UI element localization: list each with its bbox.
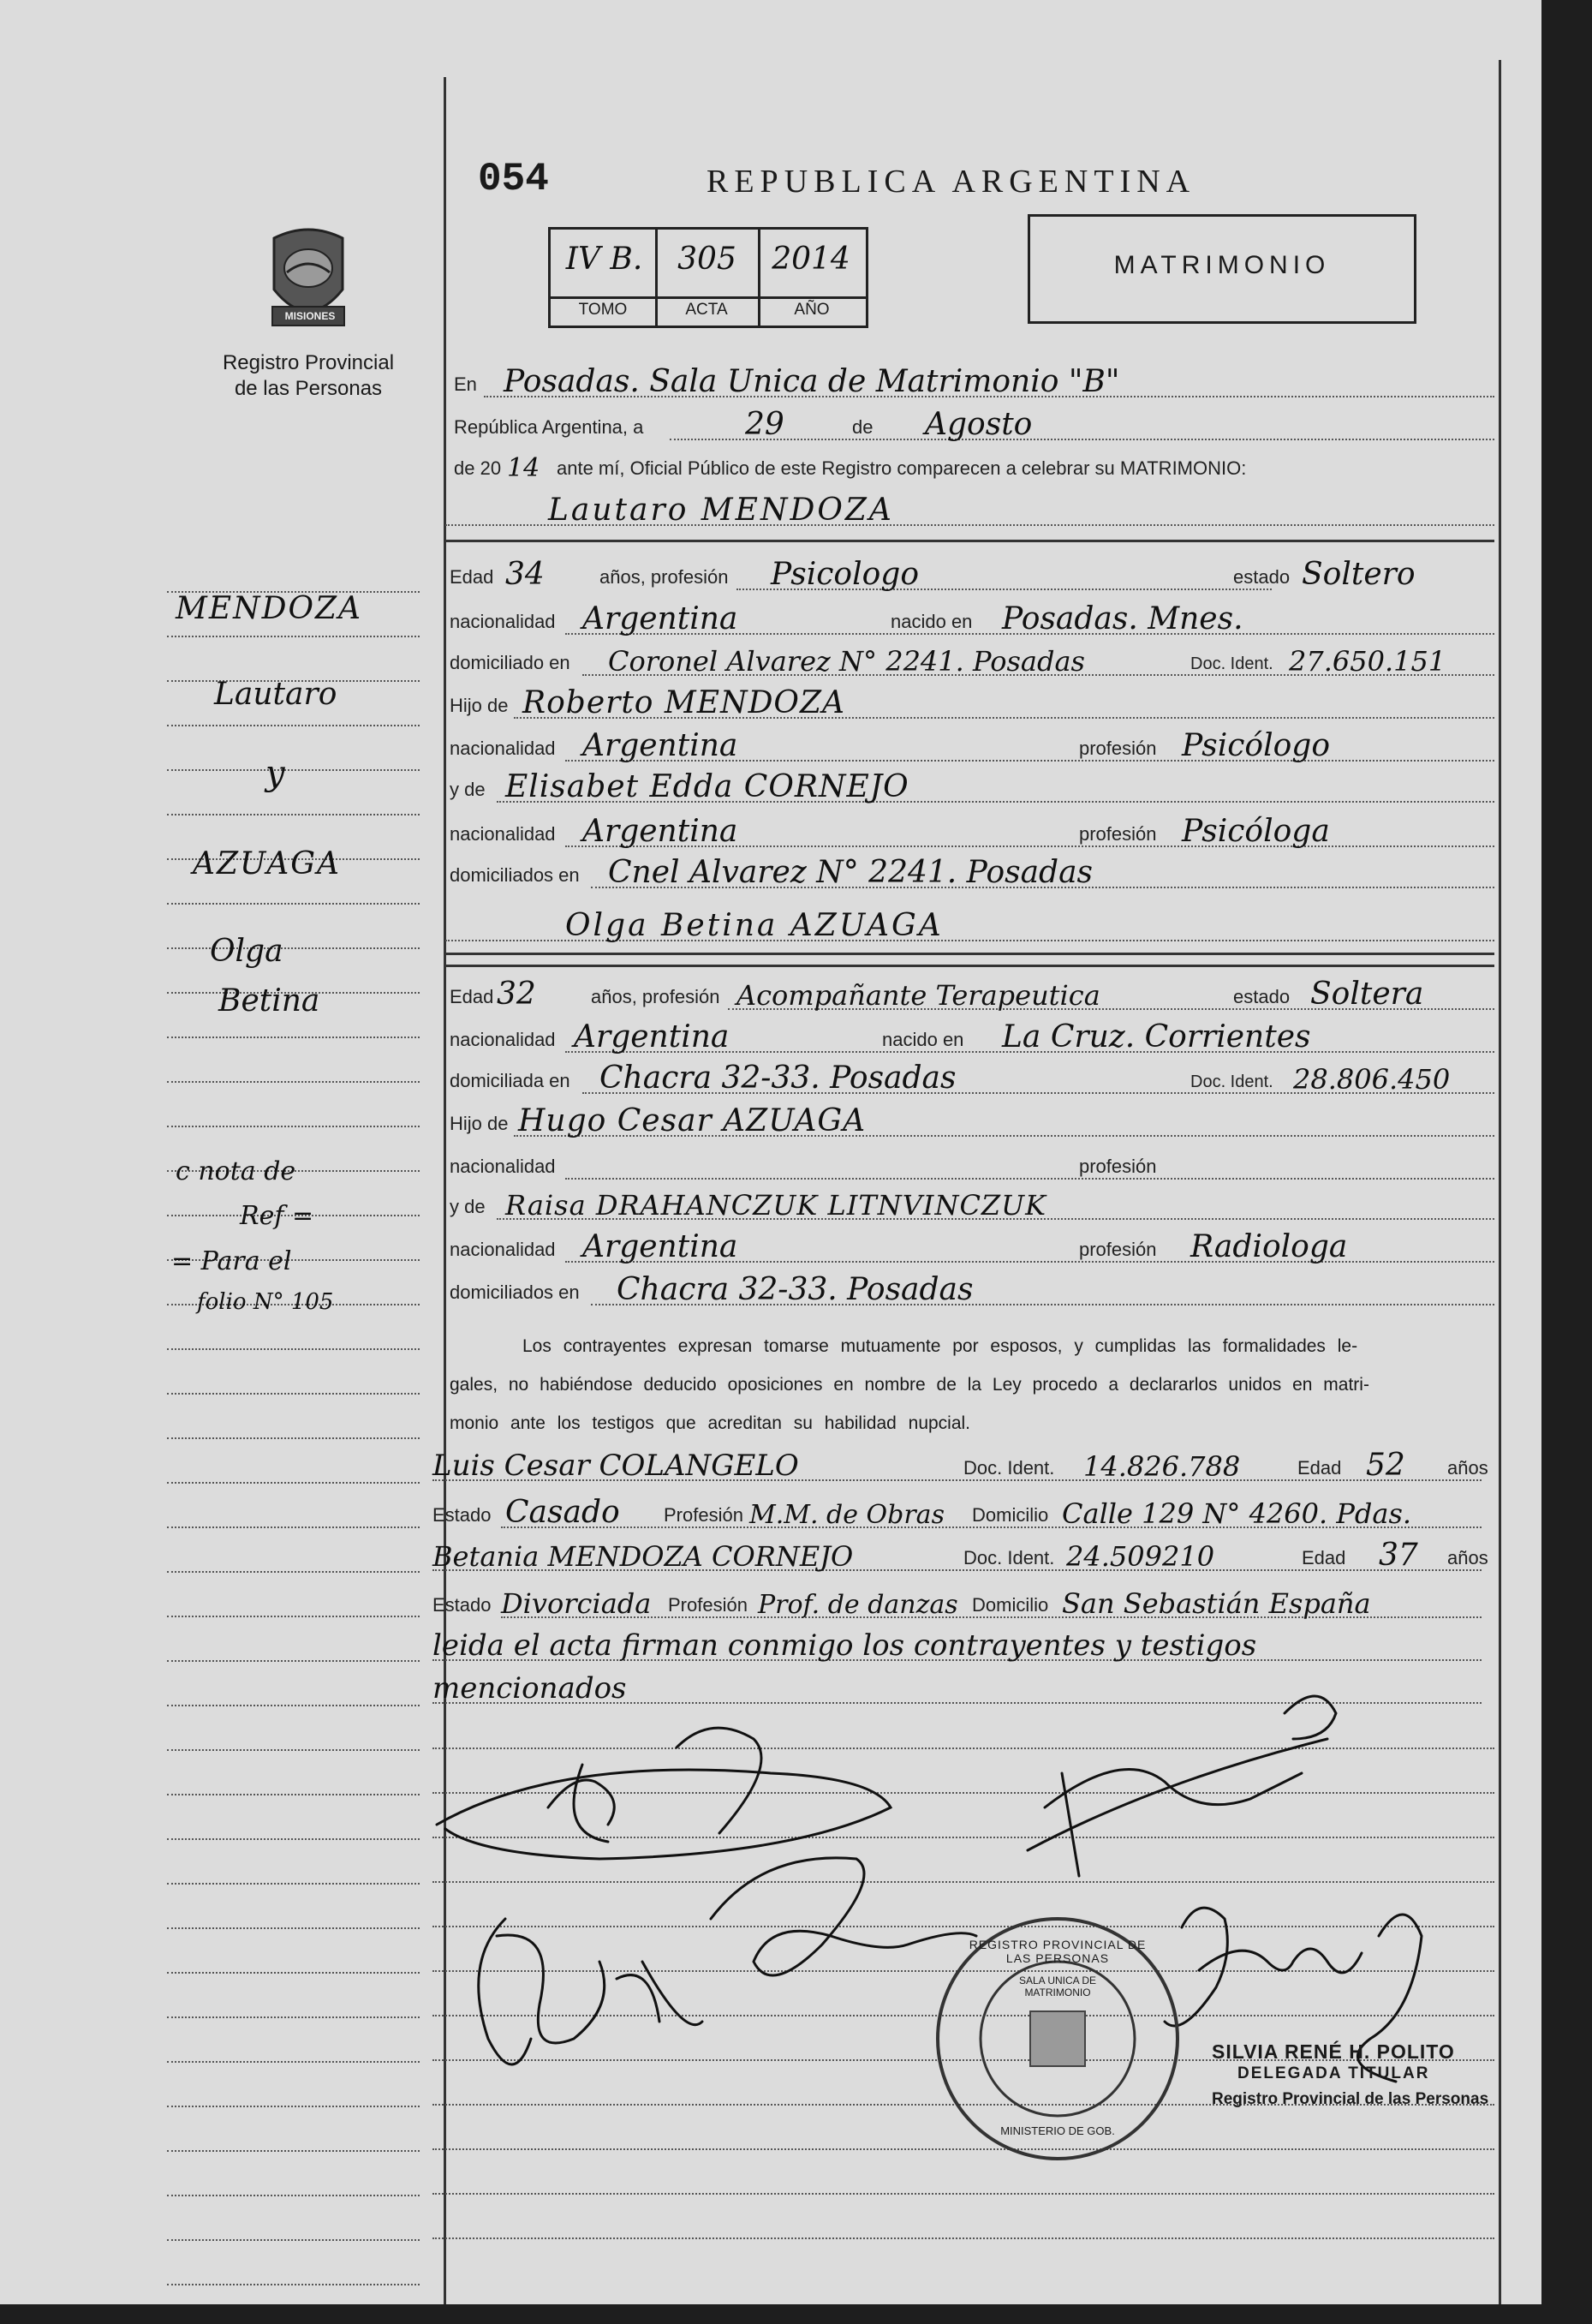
witness2-name-row: Betania MENDOZA CORNEJO Doc. Ident. 24.509210 Edad 37 años xyxy=(432,1538,1488,1573)
groom-name-row xyxy=(445,488,1494,529)
intro-year-row: de 20 14 ante mí, Oficial Público de este Registro comparecen a celebrar su MATRIMONIO: xyxy=(454,453,1247,483)
stamp-inner-text: SALA UNICA DE MATRIMONIO xyxy=(1018,1975,1097,1998)
sidebar-ruled-line xyxy=(167,814,420,815)
sidebar-ruled-line xyxy=(167,1393,420,1395)
anio-label: AÑO xyxy=(794,301,830,319)
acta-value: 305 xyxy=(677,242,736,277)
groom-age: 34 xyxy=(505,557,545,592)
groom-signature xyxy=(437,1728,891,1859)
intro-date-row: República Argentina, a 29 de Agosto xyxy=(445,403,1494,444)
bride-parents-address: Chacra 32-33. Posadas xyxy=(617,1272,974,1307)
witness1-details-row: Estado Casado Profesión M.M. de Obras Domicilio Calle 129 N° 4260. Pdas. xyxy=(432,1491,1482,1532)
margin-note-ref1: c nota de xyxy=(176,1156,296,1186)
witness2-domicilio: San Sebastián España xyxy=(1062,1587,1371,1620)
bride-address-row: domiciliada en Chacra 32-33. Posadas Doc. Ident. 28.806.450 xyxy=(445,1056,1494,1097)
declaration-line1: Los contrayentes expresan tomarse mutuamente por esposos, y cumplidas las formalidades le- xyxy=(522,1336,1358,1356)
bride-mother-nationality: Argentina xyxy=(582,1229,738,1264)
declaration-line3: monio ante los testigos que acreditan su habilidad nupcial. xyxy=(450,1413,971,1433)
margin-note-surname: MENDOZA xyxy=(176,591,363,626)
sidebar-ruled-line xyxy=(167,903,420,905)
witness2-details-row: Estado Divorciada Profesión Prof. de danzas Domicilio San Sebastián España xyxy=(432,1580,1482,1622)
groom-address-row: domiciliado en Coronel Alvarez N° 2241. Posadas Doc. Ident. 27.650.151 xyxy=(445,638,1494,679)
groom-birthplace: Posadas. Mnes. xyxy=(1002,601,1243,636)
groom-mother: Elisabet Edda CORNEJO xyxy=(505,769,909,804)
bride-address: Chacra 32-33. Posadas xyxy=(599,1060,957,1096)
margin-note-y: y xyxy=(265,754,285,793)
witness2-name: Betania MENDOZA CORNEJO xyxy=(432,1540,854,1573)
country-title: REPUBLICA ARGENTINA xyxy=(707,164,1196,200)
margin-note-firstname: Lautaro xyxy=(214,677,337,712)
closing-line1: leida el acta firman conmigo los contrayentes y testigos xyxy=(432,1628,1257,1663)
sidebar-ruled-line xyxy=(167,1660,420,1662)
sidebar-ruled-line xyxy=(167,2061,420,2063)
groom-father-profession: Psicólogo xyxy=(1182,728,1330,763)
bride-nationality-row: nacionalidad Argentina nacido en La Cruz. Corrientes xyxy=(445,1015,1494,1056)
groom-nationality-row: nacionalidad Argentina nacido en Posadas. Mnes. xyxy=(445,597,1494,638)
margin-note-firstname3: Betina xyxy=(218,983,320,1019)
witness1-domicilio: Calle 129 N° 4260. Pdas. xyxy=(1062,1497,1412,1530)
official-title: DELEGADA TITULAR xyxy=(1237,2064,1430,2082)
matrimonio-box xyxy=(1028,214,1416,324)
ceremony-year: 14 xyxy=(507,453,540,483)
groom-father: Roberto MENDOZA xyxy=(522,685,845,720)
anio-value: 2014 xyxy=(772,242,850,277)
sidebar-ruled-line xyxy=(167,2239,420,2241)
sidebar-ruled-line xyxy=(167,1081,420,1083)
sidebar-ruled-line xyxy=(167,2150,420,2152)
witness1-profession: M.M. de Obras xyxy=(749,1500,945,1530)
sidebar-ruled-line xyxy=(167,2284,420,2285)
witness1-age: 52 xyxy=(1366,1448,1405,1483)
sidebar-ruled-line xyxy=(167,1616,420,1617)
groom-address: Coronel Alvarez N° 2241. Posadas xyxy=(608,645,1085,678)
registry-box xyxy=(548,227,868,328)
witness1-signature xyxy=(479,1919,702,2064)
bride-age: 32 xyxy=(497,977,536,1012)
witness2-profession: Prof. de danzas xyxy=(758,1590,958,1620)
signature-ruled-line xyxy=(432,2237,1494,2239)
bride-birthplace: La Cruz. Corrientes xyxy=(1002,1019,1311,1054)
bride-name: Olga Betina AZUAGA xyxy=(565,908,944,943)
sidebar-ruled-line xyxy=(167,1883,420,1885)
org-name-line2: de las Personas xyxy=(234,377,383,400)
witness1-name: Luis Cesar COLANGELO xyxy=(432,1449,799,1483)
margin-note-firstname2: Olga xyxy=(210,934,283,969)
groom-mother-nationality: Argentina xyxy=(582,814,738,849)
closing-line2: mencionados xyxy=(432,1671,627,1706)
witness1-doc: 14.826.788 xyxy=(1083,1450,1241,1483)
right-border xyxy=(1499,60,1501,2304)
sidebar-ruled-line xyxy=(167,2106,420,2107)
stamp-bottom-text: MINISTERIO DE GOB. xyxy=(1000,2124,1115,2137)
sidebar-ruled-line xyxy=(167,2016,420,2018)
ceremony-month: Agosto xyxy=(925,407,1033,442)
logo-text: MISIONES xyxy=(284,310,336,322)
groom-mother-nationality-row: nacionalidad Argentina profesión Psicóloga xyxy=(445,810,1494,851)
bride-name-row xyxy=(445,904,1494,945)
tomo-label: TOMO xyxy=(578,301,628,319)
witness2-estado: Divorciada xyxy=(501,1587,652,1620)
margin-note-surname2: AZUAGA xyxy=(193,846,341,881)
groom-father-nationality-row: nacionalidad Argentina profesión Psicólogo xyxy=(445,724,1494,765)
bride-doc-number: 28.806.450 xyxy=(1293,1063,1451,1096)
groom-parents-address-row: domiciliados en Cnel Alvarez N° 2241. Posadas xyxy=(445,851,1494,892)
sidebar-ruled-line xyxy=(167,1126,420,1127)
bride-nationality: Argentina xyxy=(574,1019,730,1054)
sidebar-ruled-line xyxy=(167,636,420,637)
bride-father-row: Hijo de Hugo Cesar AZUAGA xyxy=(445,1099,1494,1140)
bride-signature xyxy=(1028,1696,1336,1876)
sidebar-ruled-line xyxy=(167,1927,420,1929)
groom-profession: Psicologo xyxy=(771,557,919,592)
bride-profession: Acompañante Terapeutica xyxy=(736,979,1100,1012)
groom-doc-number: 27.650.151 xyxy=(1289,645,1446,678)
sidebar-ruled-line xyxy=(167,1794,420,1795)
groom-father-row: Hijo de Roberto MENDOZA xyxy=(445,681,1494,722)
groom-civil-status: Soltero xyxy=(1302,557,1416,592)
bride-mother: Raisa DRAHANCZUK LITNVINCZUK xyxy=(505,1189,1047,1222)
margin-note-ref2: Ref = xyxy=(240,1201,314,1231)
sidebar-ruled-line xyxy=(167,1348,420,1350)
official-org: Registro Provincial de las Personas xyxy=(1212,2090,1489,2108)
witness1-name-row: Luis Cesar COLANGELO Doc. Ident. 14.826.788 Edad 52 años xyxy=(432,1448,1488,1483)
intro-place-row: En Posadas. Sala Unica de Matrimonio "B" xyxy=(445,360,1494,401)
margin-note-ref4: folio N° 105 xyxy=(197,1289,334,1315)
groom-name: Lautaro MENDOZA xyxy=(548,493,894,528)
sidebar-ruled-line xyxy=(167,1749,420,1751)
closing-row1 xyxy=(432,1623,1482,1664)
bride-mother-row: y de Raisa DRAHANCZUK LITNVINCZUK xyxy=(445,1182,1494,1223)
sidebar-ruled-line xyxy=(167,947,420,949)
acta-label: ACTA xyxy=(685,301,728,319)
tomo-value: IV B. xyxy=(565,242,643,277)
official-name: SILVIA RENÉ H. POLITO xyxy=(1212,2040,1455,2063)
sidebar-ruled-line xyxy=(167,1838,420,1840)
sidebar-ruled-line xyxy=(167,725,420,726)
ceremony-day: 29 xyxy=(745,407,784,442)
sidebar-ruled-line xyxy=(167,769,420,771)
matrimonio-label: MATRIMONIO xyxy=(1113,251,1331,279)
sidebar-ruled-line xyxy=(167,1482,420,1484)
stamp-outer-text: REGISTRO PROVINCIAL DE LAS PERSONAS xyxy=(969,1938,1147,1965)
sidebar-ruled-line xyxy=(167,2195,420,2196)
groom-mother-row: y de Elisabet Edda CORNEJO xyxy=(445,765,1494,806)
groom-mother-profession: Psicóloga xyxy=(1182,814,1330,849)
groom-parents-address: Cnel Alvarez N° 2241. Posadas xyxy=(608,855,1094,890)
groom-age-row: Edad 34 años, profesión Psicologo estado Soltero xyxy=(450,557,1416,592)
org-name-line1: Registro Provincial xyxy=(222,351,395,374)
bride-mother-nationality-row: nacionalidad Argentina profesión Radiologa xyxy=(445,1225,1494,1266)
bride-parents-address-row: domiciliados en Chacra 32-33. Posadas xyxy=(445,1268,1494,1309)
groom-nationality: Argentina xyxy=(582,601,738,636)
misiones-coat-of-arms xyxy=(257,221,360,337)
witness1-estado: Casado xyxy=(505,1495,620,1530)
margin-note-ref3: = Para el xyxy=(171,1246,292,1276)
document-number: 054 xyxy=(478,157,549,201)
declaration-line2: gales, no habiéndose deducido oposiciones en nombre de la Ley procedo a declararlos unidos en matri- xyxy=(450,1375,1369,1395)
bride-age-row: Edad 32 años, profesión Acompañante Terapeutica estado Soltera xyxy=(445,972,1494,1013)
sidebar-ruled-line xyxy=(167,1972,420,1974)
bride-mother-profession: Radiologa xyxy=(1190,1229,1348,1264)
sidebar-ruled-line xyxy=(167,1571,420,1573)
sidebar-ruled-line xyxy=(167,1437,420,1439)
sidebar-ruled-line xyxy=(167,1526,420,1528)
sidebar-ruled-line xyxy=(167,1705,420,1706)
sidebar-ruled-line xyxy=(167,1037,420,1038)
groom-father-nationality: Argentina xyxy=(582,728,738,763)
bride-civil-status: Soltera xyxy=(1310,977,1424,1012)
bride-father: Hugo Cesar AZUAGA xyxy=(518,1103,867,1138)
ceremony-place: Posadas. Sala Unica de Matrimonio "B" xyxy=(504,364,1120,399)
witness2-age: 37 xyxy=(1379,1538,1418,1573)
witness2-doc: 24.509210 xyxy=(1066,1540,1215,1573)
bride-father-nationality-row: nacionalidad profesión xyxy=(445,1142,1494,1183)
